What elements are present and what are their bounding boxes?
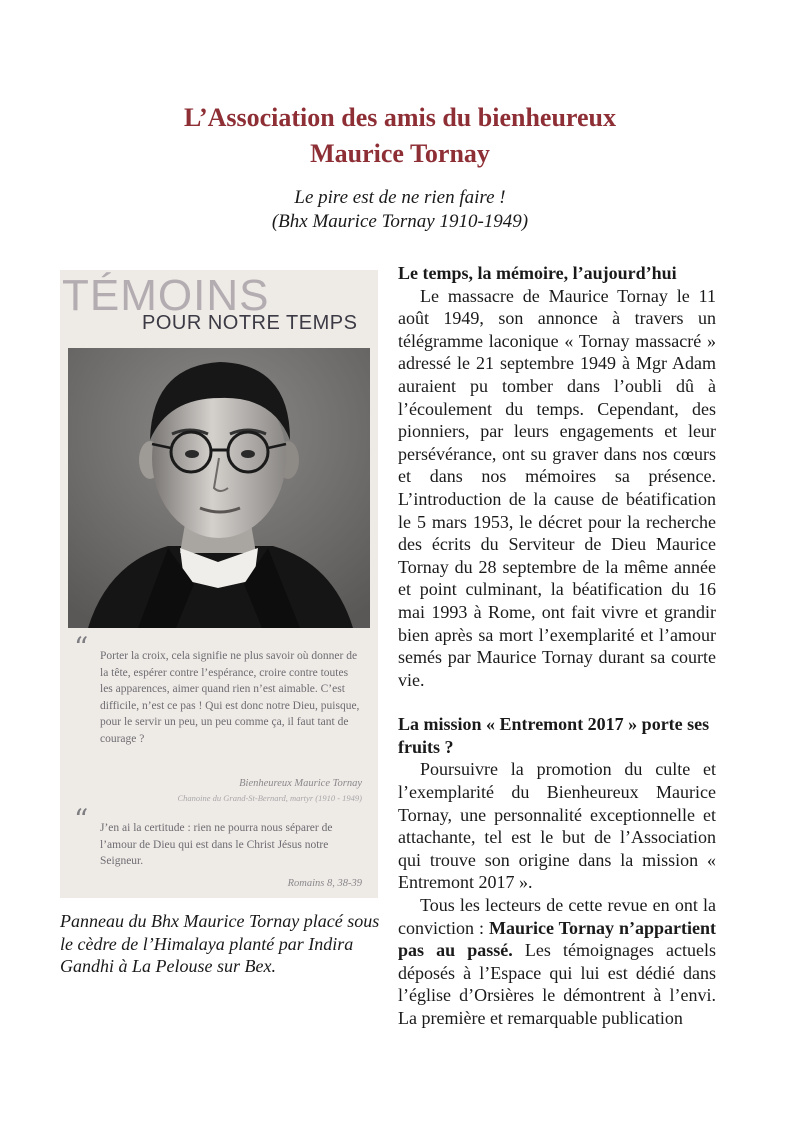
- poster-quote-2: J’en ai la certitude : rien ne pourra nous séparer de l’amour de Dieu qui est dans le Christ Jésus notre Seigneur.: [100, 822, 333, 867]
- poster-quote-1-signature: Bienheureux Maurice Tornay: [239, 778, 362, 789]
- page-title: [0, 100, 800, 172]
- quote-mark-icon: “: [74, 631, 89, 664]
- image-caption: Panneau du Bhx Maurice Tornay placé sous le cèdre de l’Himalaya planté par Indira Gandhi à La Pelouse sur Bex.: [60, 911, 380, 976]
- section-heading-2: La mission « Entremont 2017 » porte ses fruits ?: [398, 714, 710, 757]
- quote-mark-icon: “: [74, 803, 89, 836]
- poster-quote-1: Porter la croix, cela signifie ne plus savoir où donner de la tête, espérer contre l’espérance, croire contre toutes les apparences, aimer quand rien n’est aimable. C’est difficile, n’est ce pas ! Qui est donc notre Dieu, puisque, pour le servir un peu, un peu comme ça, il faut tant de courage ?: [100, 650, 360, 745]
- poster-heading: [60, 270, 378, 348]
- portrait-photo: [68, 348, 370, 628]
- paragraph-2: Poursuivre la promotion du culte et l’exemplarité du Bienheureux Maurice Tornay, une personnalité exceptionnelle et attachante, tel est le but de l’Association qui trouve son origine dans la mission « Entremont 2017 ».: [398, 759, 716, 893]
- paragraph-3-emphasis: Maurice Tornay n’appartient pas au passé.: [398, 917, 716, 961]
- title-line-2: Maurice Tornay: [310, 139, 490, 168]
- poster-quote-2-signature: Romains 8, 38-39: [287, 878, 362, 889]
- poster-title-subtitle: POUR NOTRE TEMPS: [142, 312, 358, 334]
- paragraph-1: Le massacre de Maurice Tornay le 11 août 1949, son annonce à travers un télégramme laconique « Tornay massacré » adressé le 21 septembre 1949 à Mgr Adam auraient pu tomber dans l’oubli dû à l’écoulement du temps. Cependant, des pionniers, par leurs engagements et leur persévérance, ont su graver dans nos cœurs et dans nos mémoires sa présence. L’introduction de la cause de béatification le 5 mars 1953, le décret pour la recherche des écrits du Serviteur de Dieu Maurice Tornay du 28 septembre de la même année et point culminant, la béatification du 16 mai 1993 à Rome, ont fait vivre et grandir bien après sa mort l’exemplarité et l’amour semés par Maurice Tornay durant sa courte vie.: [398, 285, 716, 690]
- paragraph-3-end: Les témoignages actuels déposés à l’Espace qui lui est dédié dans l’église d’Orsières le démontrent à l’envi. La première et remarquable publication: [398, 940, 716, 1028]
- paragraph-3: [398, 894, 716, 1030]
- paragraph-3-start: Tous les lecteurs de cette revue en ont la conviction :: [398, 895, 716, 938]
- motto-attribution: (Bhx Maurice Tornay 1910-1949): [271, 211, 529, 232]
- poster-quotes: [60, 630, 378, 898]
- section-heading-1: Le temps, la mémoire, l’aujourd’hui: [398, 263, 677, 283]
- poster-image: [60, 270, 378, 898]
- poster-quote-1-source: Chanoine du Grand-St-Bernard, martyr (1910 - 1949): [177, 793, 362, 803]
- poster-title-temoins: TÉMOINS: [62, 271, 270, 320]
- motto: [0, 186, 800, 234]
- motto-quote: Le pire est de ne rien faire !: [294, 187, 506, 208]
- article-column: [398, 262, 716, 1030]
- title-line-1: L’Association des amis du bienheureux: [184, 103, 616, 132]
